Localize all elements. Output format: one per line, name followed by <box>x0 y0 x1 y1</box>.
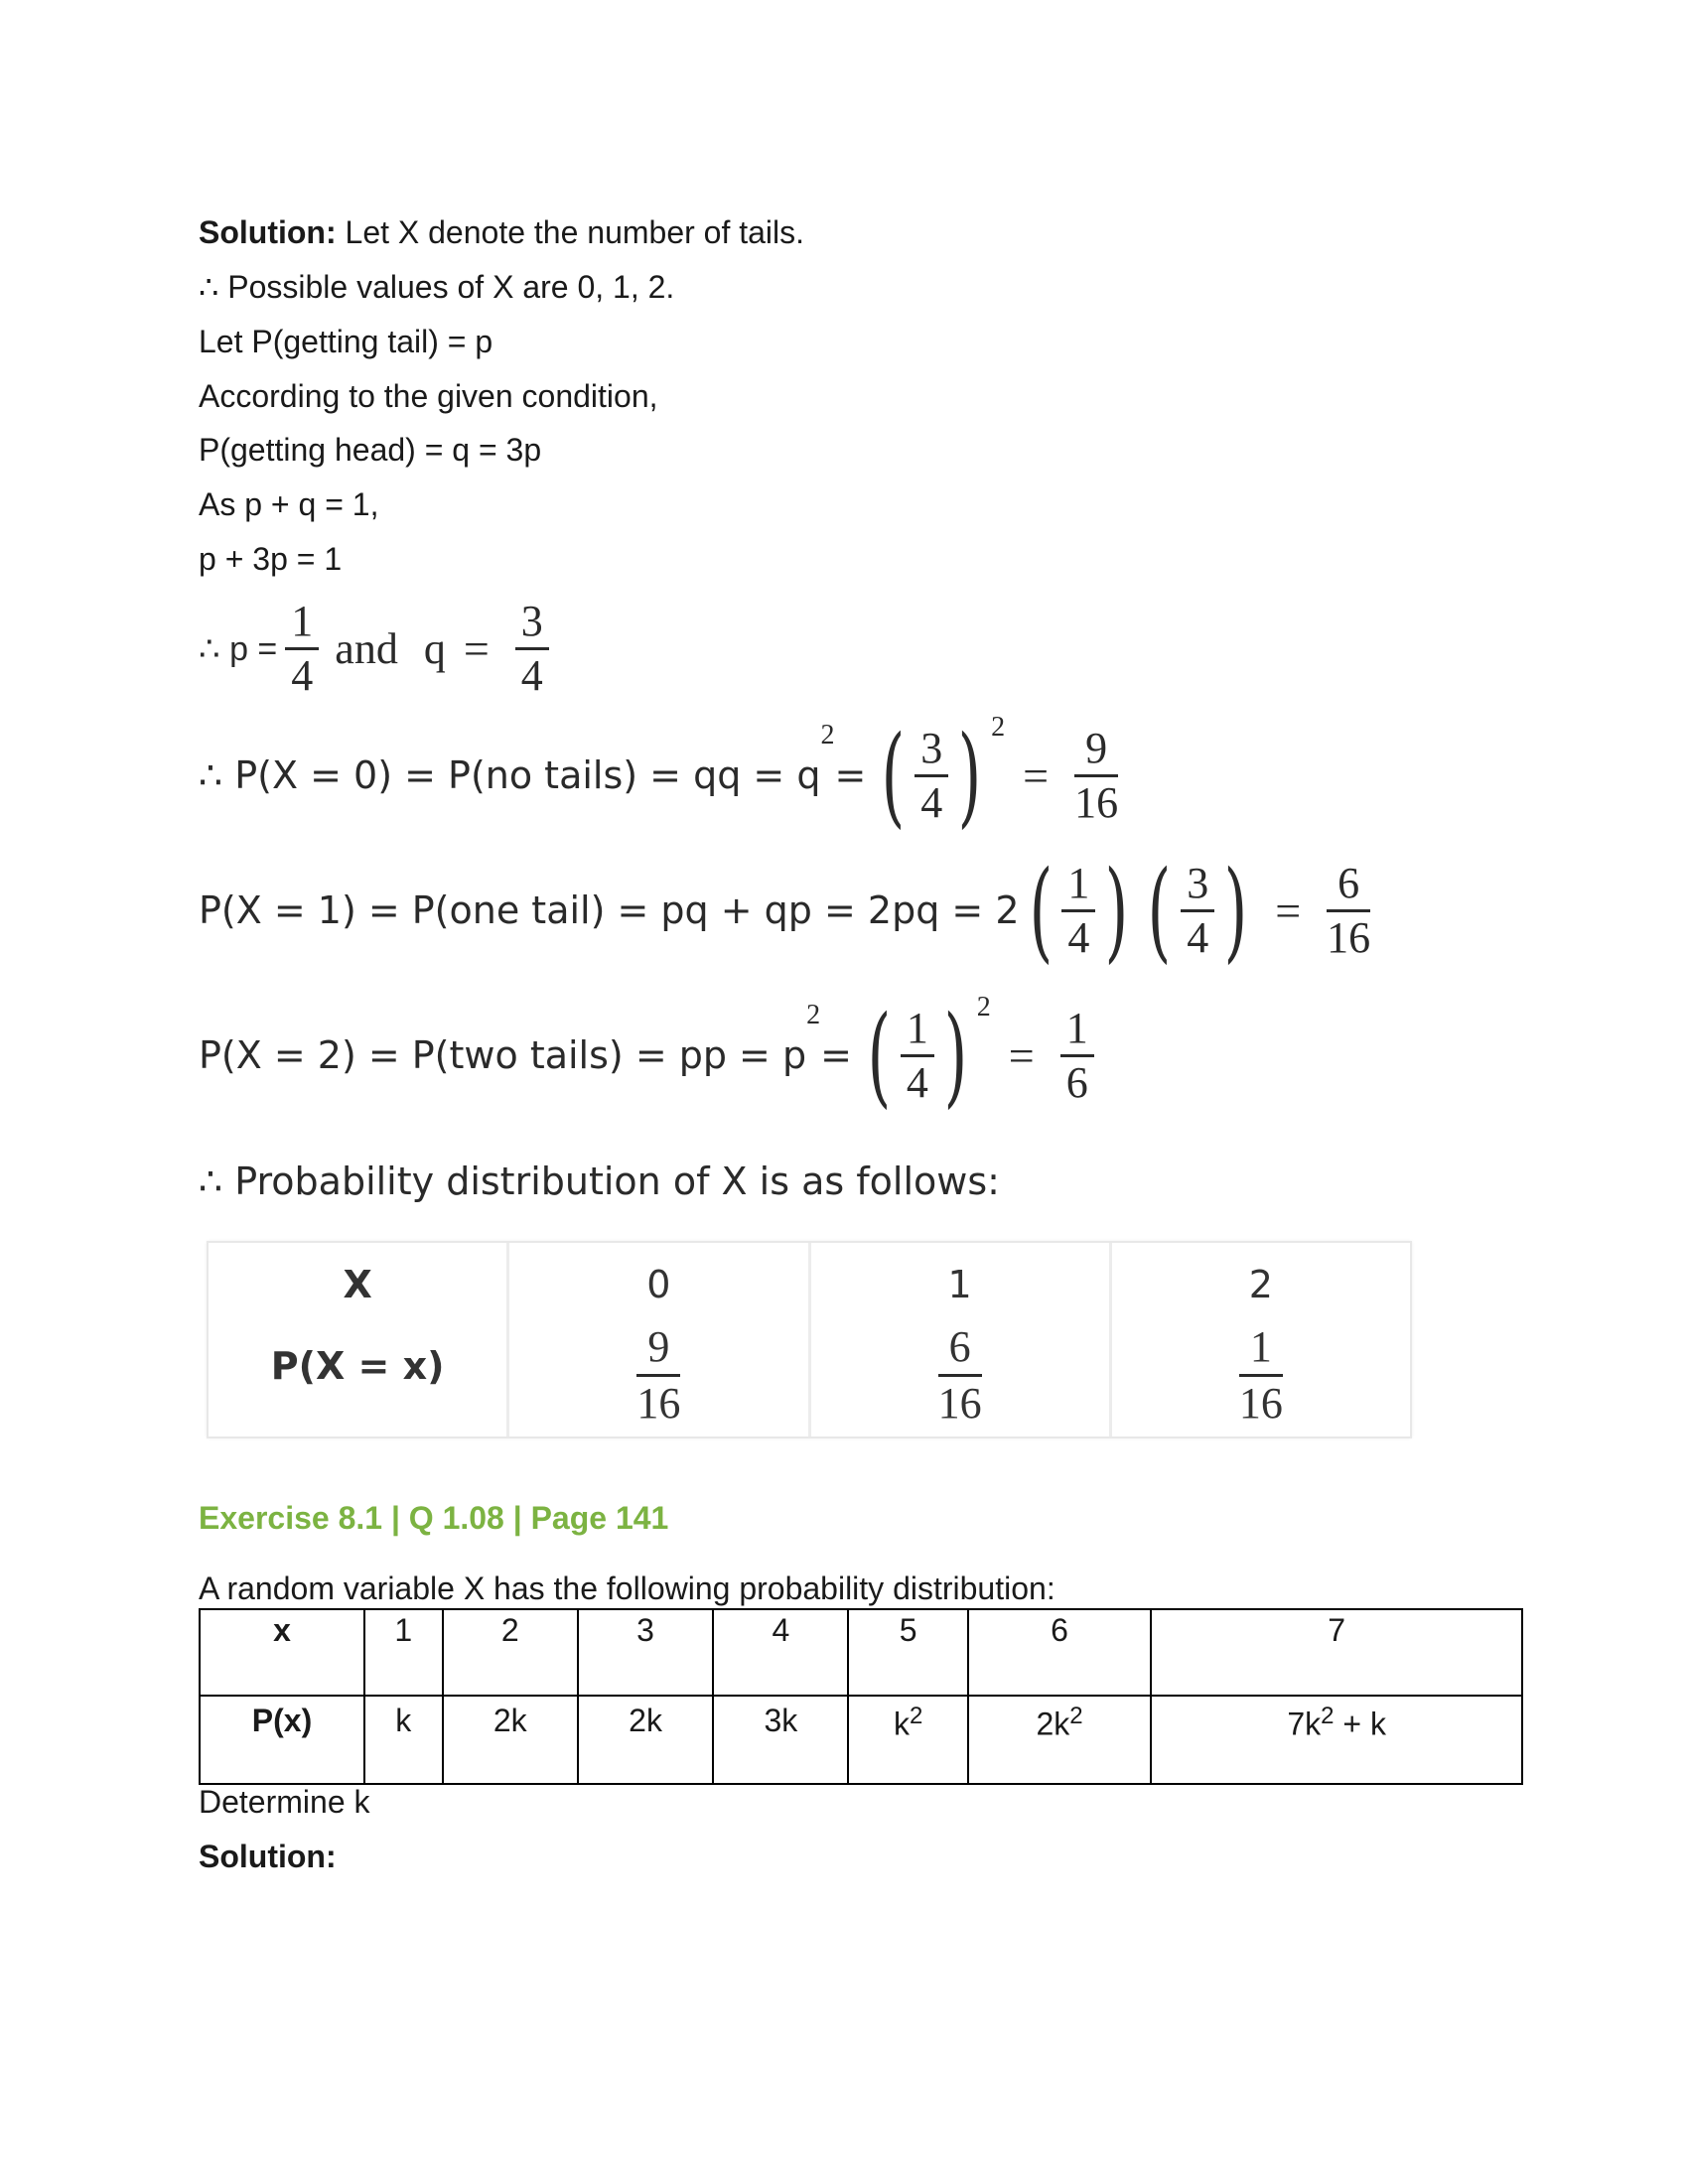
x-row <box>200 1609 1522 1696</box>
p-cell <box>848 1696 967 1784</box>
pq-prefix: ∴ p = <box>199 629 278 668</box>
x-cell: 1 <box>364 1609 443 1696</box>
solution-line: ∴ Possible values of X are 0, 1, 2. <box>199 269 675 305</box>
fraction-denominator: 4 <box>920 777 943 827</box>
solution-intro <box>199 212 804 252</box>
distribution-header-column <box>209 1243 506 1436</box>
right-paren: ) <box>943 992 968 1119</box>
equation-x1 <box>199 847 1378 974</box>
p-base: 2k <box>492 1703 527 1738</box>
left-paren: ( <box>881 712 906 839</box>
fraction-denominator: 4 <box>1187 912 1209 962</box>
p-exponent: 2 <box>1321 1703 1335 1729</box>
fraction-denominator: 16 <box>1238 1379 1283 1428</box>
solution-line: P(getting head) = q = 3p <box>199 432 542 468</box>
solution-line: As p + q = 1, <box>199 486 379 522</box>
fraction-denominator: 4 <box>291 651 314 700</box>
fraction-denominator: 16 <box>1074 777 1119 827</box>
first-fraction <box>1061 858 1095 964</box>
distribution-title: ∴ Probability distribution of X is as follows: <box>199 1160 1000 1203</box>
and-word: and <box>335 624 398 673</box>
left-paren: ( <box>1029 847 1053 974</box>
equation-left: P(X = 2) = P(two tails) = pp = p <box>199 1033 807 1077</box>
p-base: k <box>893 1706 910 1742</box>
x-cell: 7 <box>1151 1609 1522 1696</box>
p-cell <box>1151 1696 1522 1784</box>
equation-after: = <box>820 1033 852 1077</box>
equation-x2 <box>199 992 1102 1119</box>
fraction-denominator: 4 <box>520 651 543 700</box>
fraction-numerator: 6 <box>948 1322 971 1371</box>
result-fraction <box>1327 858 1370 964</box>
power: 2 <box>991 712 1006 743</box>
left-paren: ( <box>1148 847 1172 974</box>
fraction-numerator: 1 <box>1067 858 1090 907</box>
x-cell: 3 <box>578 1609 713 1696</box>
p-base: k <box>395 1703 412 1738</box>
p-tail: + k <box>1334 1706 1386 1742</box>
p-base: 7k <box>1287 1706 1322 1742</box>
q-variable: q <box>423 624 446 673</box>
x-cell: 6 <box>968 1609 1151 1696</box>
distribution-column <box>808 1243 1109 1436</box>
fraction-numerator: 3 <box>520 597 543 645</box>
q-fraction <box>515 596 549 702</box>
equation-x0 <box>199 712 1126 839</box>
exercise-question: A random variable X has the following probability distribution: <box>199 1570 1055 1606</box>
p-cell <box>713 1696 848 1784</box>
x-value: 1 <box>947 1263 972 1306</box>
fraction-denominator: 16 <box>1327 912 1371 962</box>
equation-after: = <box>834 753 867 797</box>
second-fraction <box>1181 858 1214 964</box>
equals-sign: = <box>1275 885 1302 936</box>
p-header-cell: P(x) <box>200 1696 364 1784</box>
x-header: X <box>343 1263 372 1306</box>
right-paren: ) <box>1105 847 1129 974</box>
fraction-numerator: 3 <box>920 723 943 772</box>
solution-line: p + 3p = 1 <box>199 541 343 577</box>
x-cell: 2 <box>443 1609 578 1696</box>
equals-sign: = <box>1023 750 1050 801</box>
exponent: 2 <box>806 1000 821 1030</box>
distribution-column <box>506 1243 807 1436</box>
inner-fraction <box>901 1003 934 1109</box>
x-value: 2 <box>1248 1263 1273 1306</box>
distribution-table <box>207 1241 1412 1438</box>
distribution-column <box>1109 1243 1410 1436</box>
left-paren: ( <box>867 992 892 1119</box>
p-row <box>200 1696 1522 1784</box>
probability-fraction <box>938 1320 982 1431</box>
equals-sign: = <box>1008 1029 1035 1081</box>
fraction-denominator: 6 <box>1065 1057 1088 1107</box>
probability-fraction <box>1239 1320 1283 1431</box>
fraction-denominator: 16 <box>937 1379 982 1428</box>
solution-line: Let X denote the number of tails. <box>336 214 805 250</box>
p-base: 2k <box>629 1703 662 1738</box>
p-cell <box>968 1696 1151 1784</box>
equals-sign: = <box>463 623 490 674</box>
p-base: 3k <box>764 1703 798 1738</box>
determine-text: Determine k <box>199 1784 370 1820</box>
equation-left: ∴ P(X = 0) = P(no tails) = qq = q <box>199 753 821 797</box>
inner-fraction <box>914 723 948 829</box>
solution-label-2: Solution: <box>199 1839 337 1874</box>
exercise-heading: Exercise 8.1 | Q 1.08 | Page 141 <box>199 1500 669 1536</box>
fraction-denominator: 4 <box>1067 912 1090 962</box>
equation-left: P(X = 1) = P(one tail) = pq + qp = 2pq = 2 <box>199 888 1020 932</box>
p-exponent: 2 <box>1069 1703 1083 1729</box>
solution-label: Solution: <box>199 214 337 250</box>
power: 2 <box>976 992 991 1023</box>
fraction-numerator: 6 <box>1337 858 1360 907</box>
x-cell: 5 <box>848 1609 967 1696</box>
fraction-numerator: 9 <box>647 1322 670 1371</box>
p-cell <box>578 1696 713 1784</box>
probability-table <box>199 1608 1523 1785</box>
pq-equation <box>199 596 557 702</box>
fraction-denominator: 4 <box>906 1057 928 1107</box>
p-cell <box>443 1696 578 1784</box>
exponent: 2 <box>820 720 835 751</box>
p-cell <box>364 1696 443 1784</box>
p-base: 2k <box>1036 1706 1070 1742</box>
fraction-denominator: 16 <box>636 1379 681 1428</box>
solution-line: According to the given condition, <box>199 378 658 414</box>
fraction-numerator: 1 <box>1249 1322 1272 1371</box>
x-cell: 4 <box>713 1609 848 1696</box>
right-paren: ) <box>957 712 982 839</box>
fraction-numerator: 3 <box>1187 858 1209 907</box>
probability-fraction <box>636 1320 680 1431</box>
fraction-numerator: 1 <box>291 597 314 645</box>
result-fraction <box>1060 1003 1094 1109</box>
fraction-numerator: 1 <box>906 1003 928 1052</box>
p-exponent: 2 <box>909 1703 923 1729</box>
fraction-numerator: 1 <box>1065 1003 1088 1052</box>
x-value: 0 <box>646 1263 671 1306</box>
p-header: P(X = x) <box>270 1344 445 1388</box>
p-fraction <box>285 596 319 702</box>
fraction-numerator: 9 <box>1085 723 1108 772</box>
solution-line: Let P(getting tail) = p <box>199 324 493 359</box>
result-fraction <box>1074 723 1118 829</box>
right-paren: ) <box>1223 847 1248 974</box>
x-header-cell: x <box>200 1609 364 1696</box>
